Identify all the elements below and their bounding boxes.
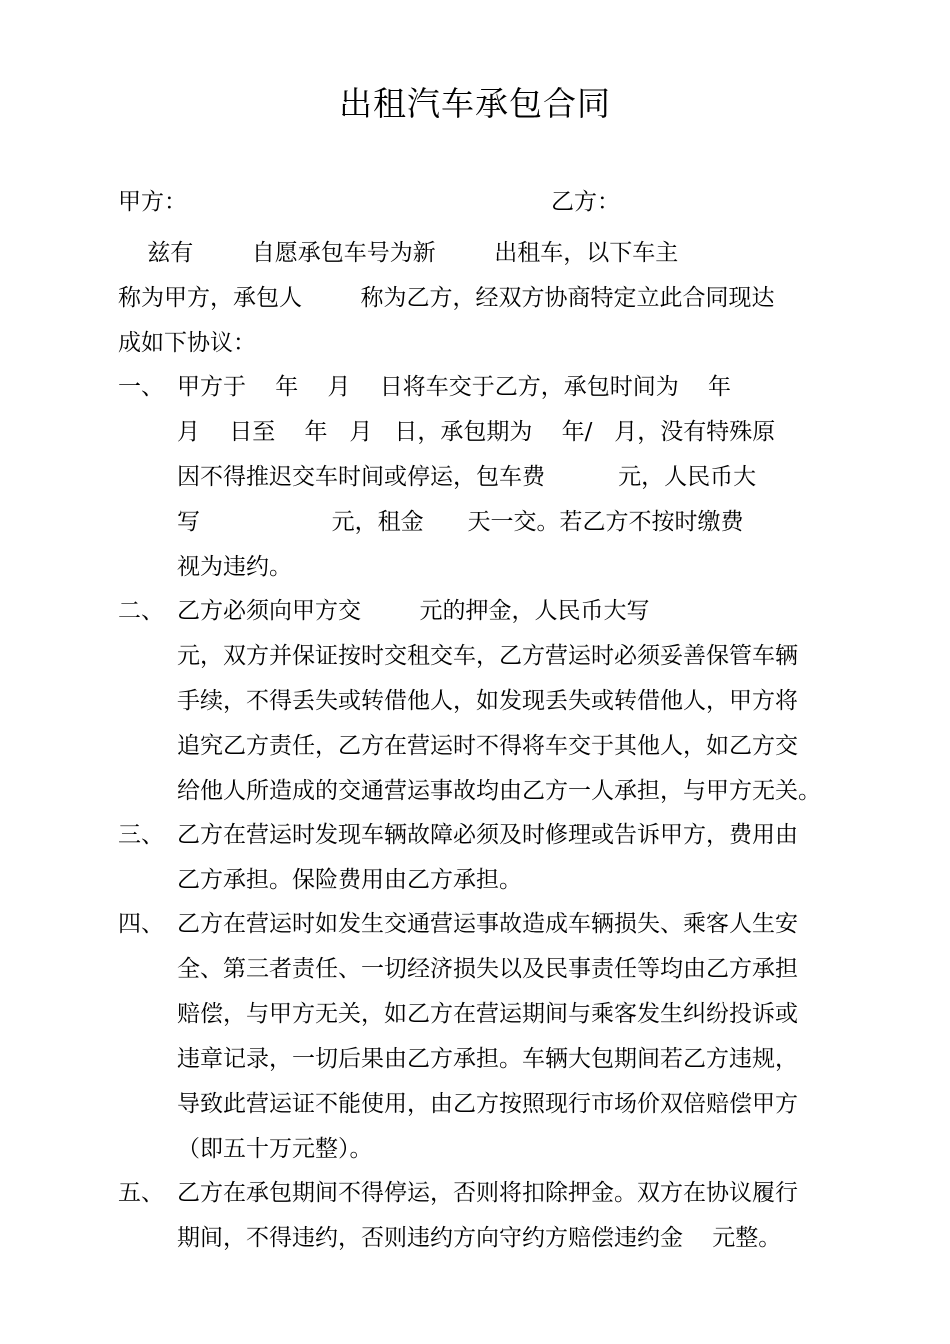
clause-body xyxy=(177,813,832,903)
clause-line: 全、第三者责任、一切经济损失以及民事责任等均由乙方承担 xyxy=(177,956,798,982)
clause-line: 乙方在承包期间不得停运，否则将扣除押金。双方在协议履行 xyxy=(177,1180,798,1206)
clause-line: 视为违约。 xyxy=(177,554,292,580)
clause-line: 追究乙方责任，乙方在营运时不得将车交于其他人，如乙方交 xyxy=(177,733,798,759)
clause-line: （即五十万元整）。 xyxy=(177,1136,373,1162)
document-title: 出租汽车承包合同 xyxy=(339,84,611,123)
clause-line: 期间，不得违约，否则违约方向守约方赔偿违约金 元整。 xyxy=(177,1225,782,1251)
clause-line: 导致此营运证不能使用，由乙方按照现行市场价双倍赔偿甲方 xyxy=(177,1091,798,1117)
intro-line: 成如下协议： xyxy=(118,330,256,356)
clause-line: 月 日至 年 月 日，承包期为 年/ 月，没有特殊原 xyxy=(177,419,776,445)
intro-line: 称为甲方，承包人 称为乙方，经双方协商特定立此合同现达 xyxy=(118,285,775,311)
clause-number: 一、 xyxy=(118,374,164,400)
intro-paragraph xyxy=(118,231,832,366)
party-a-label: 甲方： xyxy=(118,189,187,215)
clause-body xyxy=(177,1171,832,1261)
intro-line: 兹有 自愿承包车号为新 出租车，以下车主 xyxy=(118,240,679,266)
clause-body xyxy=(177,589,832,814)
clause-line: 违章记录，一切后果由乙方承担。车辆大包期间若乙方违规， xyxy=(177,1046,798,1072)
clause-body xyxy=(177,902,832,1172)
clause-line: 乙方承担。保险费用由乙方承担。 xyxy=(177,867,522,893)
clause-line: 手续，不得丢失或转借他人，如发现丢失或转借他人，甲方将 xyxy=(177,688,798,714)
clause-line: 给他人所造成的交通营运事故均由乙方一人承担，与甲方无关。 xyxy=(177,778,821,804)
clause-line: 元，双方并保证按时交租交车，乙方营运时必须妥善保管车辆 xyxy=(177,643,798,669)
clause-line: 乙方在营运时发现车辆故障必须及时修理或告诉甲方，费用由 xyxy=(177,822,798,848)
clause-line: 甲方于 年 月 日将车交于乙方，承包时间为 年 xyxy=(177,374,731,400)
clause-line: 乙方在营运时如发生交通营运事故造成车辆损失、乘客人生安 xyxy=(177,911,798,937)
clause-number: 二、 xyxy=(118,598,164,624)
party-b-label: 乙方： xyxy=(551,189,620,215)
clause-line: 乙方必须向甲方交 元的押金，人民币大写 xyxy=(177,598,650,624)
clause-line: 写 元，租金 天一交。若乙方不按时缴费 xyxy=(177,509,744,535)
clause-body xyxy=(177,365,832,590)
clause-line: 因不得推迟交车时间或停运，包车费 元，人民币大 xyxy=(177,464,757,490)
clause-line: 赔偿，与甲方无关，如乙方在营运期间与乘客发生纠纷投诉或 xyxy=(177,1001,798,1027)
clause-number: 四、 xyxy=(118,911,164,937)
clause-number: 三、 xyxy=(118,822,164,848)
clause-number: 五、 xyxy=(118,1180,164,1206)
